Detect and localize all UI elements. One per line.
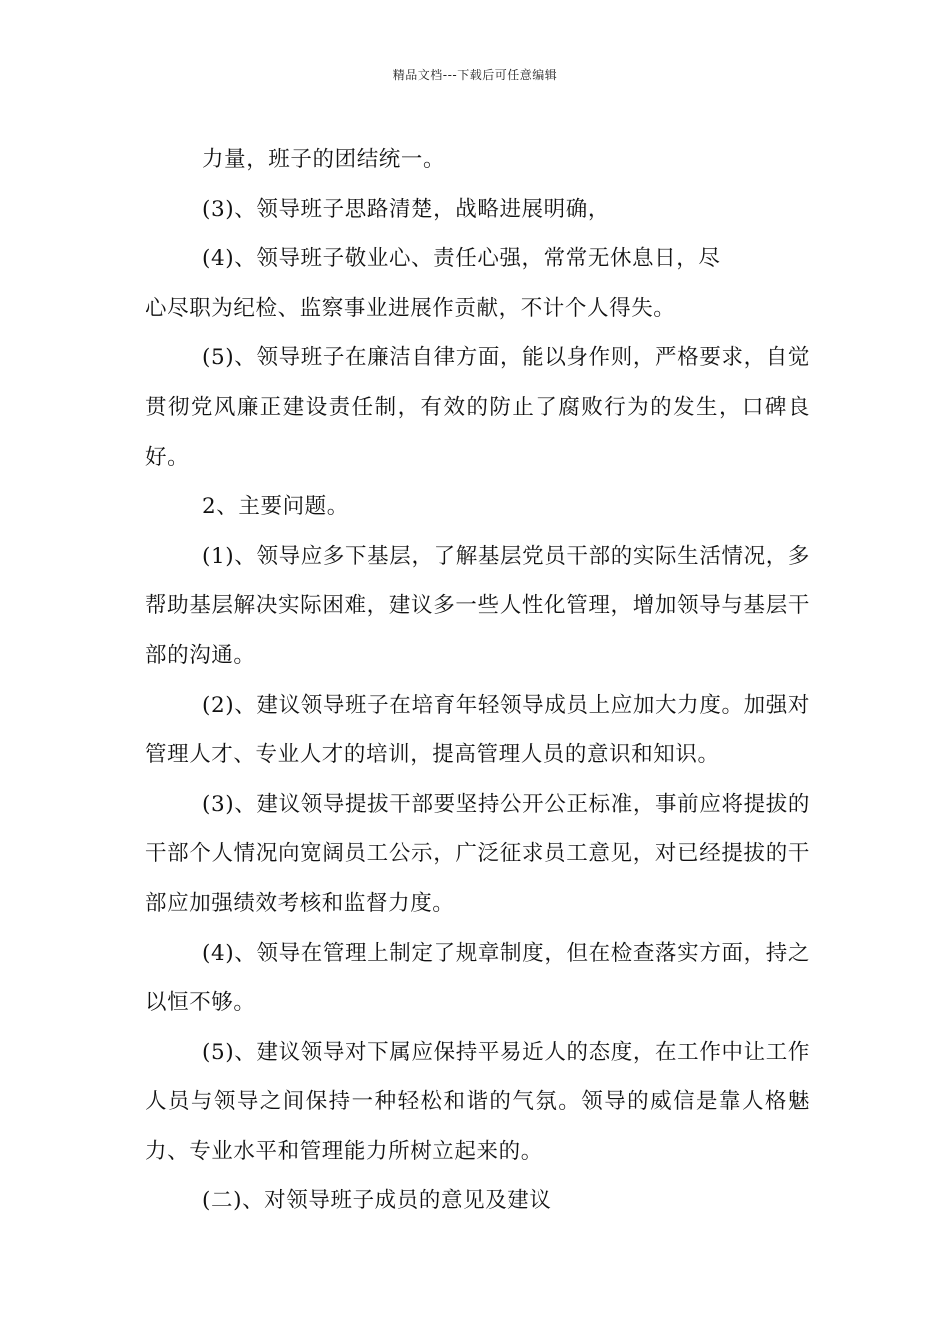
paragraph: 力量，班子的团结统一。 xyxy=(202,147,446,172)
paragraph: 心尽职为纪检、监察事业进展作贡献，不计个人得失。 xyxy=(145,295,676,321)
paragraph: (3)、建议领导提拔干部要坚持公开公正标准，事前应将提拔的干部个人情况向宽阔员工公示，广泛征求员工意见，对已经提拔的干部应加强绩效考核和监督力度。 xyxy=(145,791,810,916)
page-header: 精品文档---下载后可任意编辑 xyxy=(392,68,558,82)
paragraph: (2)、建议领导班子在培育年轻领导成员上应加大力度。加强对管理人才、专业人才的培训，提高管理人员的意识和知识。 xyxy=(145,692,810,768)
paragraph: (1)、领导应多下基层，了解基层党员干部的实际生活情况，多帮助基层解决实际困难，建议多一些人性化管理，增加领导与基层干部的沟通。 xyxy=(145,543,810,668)
document-body xyxy=(145,135,810,1226)
paragraph: (5)、建议领导对下属应保持平易近人的态度，在工作中让工作人员与领导之间保持一种轻松和谐的气氛。领导的威信是靠人格魅力、专业水平和管理能力所树立起来的。 xyxy=(145,1039,810,1164)
paragraph: (4)、领导在管理上制定了规章制度，但在检查落实方面，持之以恒不够。 xyxy=(145,940,810,1016)
paragraph: (4)、领导班子敬业心、责任心强，常常无休息日，尽 xyxy=(202,246,721,272)
paragraph: (3)、领导班子思路清楚，战略进展明确， xyxy=(202,196,610,222)
section-heading: 2、主要问题。 xyxy=(202,494,349,520)
section-heading: (二)、对领导班子成员的意见及建议 xyxy=(202,1188,552,1214)
paragraph: (5)、领导班子在廉洁自律方面，能以身作则，严格要求，自觉贯彻党风廉正建设责任制，有效的防止了腐败行为的发生，口碑良好。 xyxy=(145,345,810,470)
